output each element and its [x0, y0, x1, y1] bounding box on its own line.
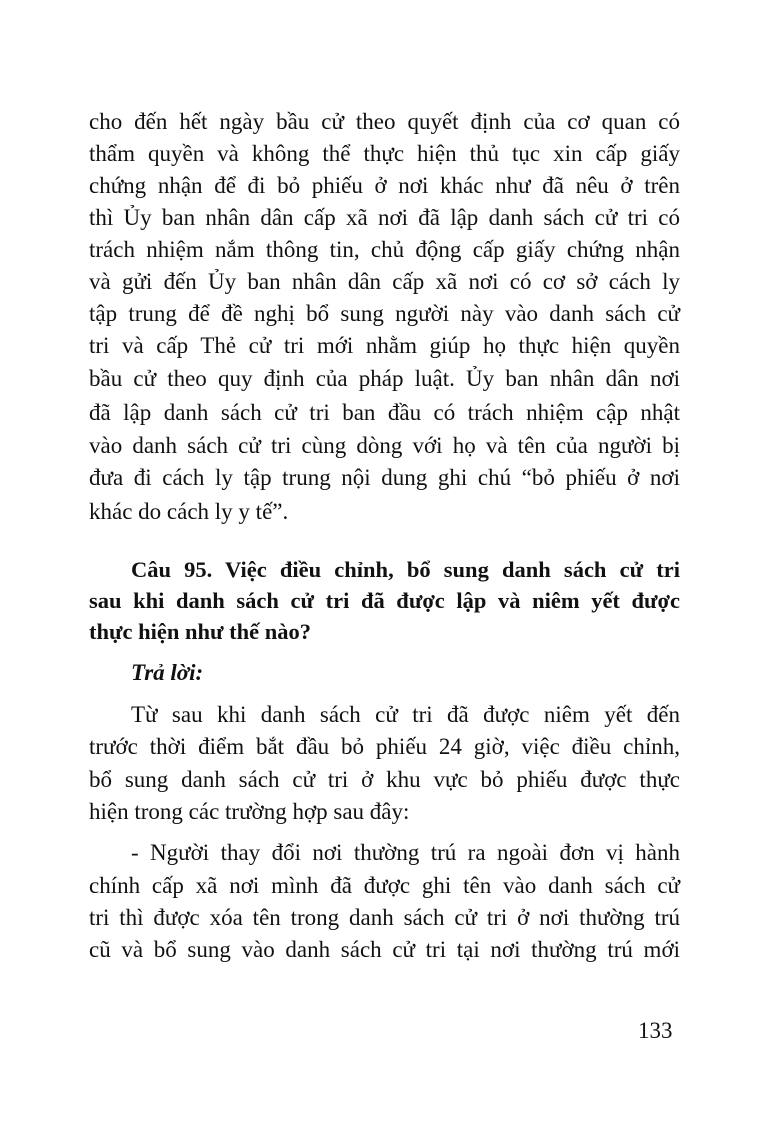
text-line: trước thời điểm bắt đầu bỏ phiếu 24 giờ, việc điều chỉnh, [89, 734, 680, 759]
text-line: hiện trong các trường hợp sau đây: [89, 799, 410, 824]
heading-line: Câu 95. Việc điều chỉnh, bổ sung danh sách cử tri [131, 557, 680, 582]
text-line: cho đến hết ngày bầu cử theo quyết định của cơ quan có [89, 109, 680, 134]
text-line: bầu cử theo quy định của pháp luật. Ủy ban nhân dân nơi [89, 366, 680, 391]
answer-label: Trả lời: [131, 660, 204, 685]
text-line: vào danh sách cử tri cùng dòng với họ và tên của người bị [89, 433, 680, 458]
text-line: chính cấp xã nơi mình đã được ghi tên vào danh sách cử [89, 873, 680, 898]
text-line: đã lập danh sách cử tri ban đầu có trách nhiệm cập nhật [89, 400, 680, 425]
heading-line: thực hiện như thế nào? [89, 619, 312, 644]
text-line: khác do cách ly y tế”. [89, 499, 289, 524]
text-line: trách nhiệm nắm thông tin, chủ động cấp giấy chứng nhận [89, 237, 680, 262]
text-line: tập trung để đề nghị bổ sung người này vào danh sách cử [89, 301, 680, 326]
heading-line: sau khi danh sách cử tri đã được lập và niêm yết được [89, 588, 680, 613]
page-number: 133 [638, 1018, 673, 1043]
text-line: và gửi đến Ủy ban nhân dân cấp xã nơi có cơ sở cách ly [89, 269, 680, 294]
text-line: bổ sung danh sách cử tri ở khu vực bỏ phiếu được thực [89, 767, 680, 792]
text-line: cũ và bổ sung vào danh sách cử tri tại nơi thường trú mới [89, 937, 680, 962]
text-line: thì Ủy ban nhân dân cấp xã nơi đã lập danh sách cử tri có [89, 205, 680, 230]
text-line: thẩm quyền và không thể thực hiện thủ tục xin cấp giấy [89, 141, 680, 166]
text-line: tri và cấp Thẻ cử tri mới nhằm giúp họ thực hiện quyền [89, 333, 680, 358]
text-line: chứng nhận để đi bỏ phiếu ở nơi khác như đã nêu ở trên [89, 173, 680, 198]
text-line: - Người thay đổi nơi thường trú ra ngoài đơn vị hành [131, 840, 680, 865]
text-line: Từ sau khi danh sách cử tri đã được niêm yết đến [131, 702, 680, 727]
text-line: tri thì được xóa tên trong danh sách cử tri ở nơi thường trú [89, 905, 680, 930]
text-line: đưa đi cách ly tập trung nội dung ghi chú “bỏ phiếu ở nơi [89, 465, 680, 490]
